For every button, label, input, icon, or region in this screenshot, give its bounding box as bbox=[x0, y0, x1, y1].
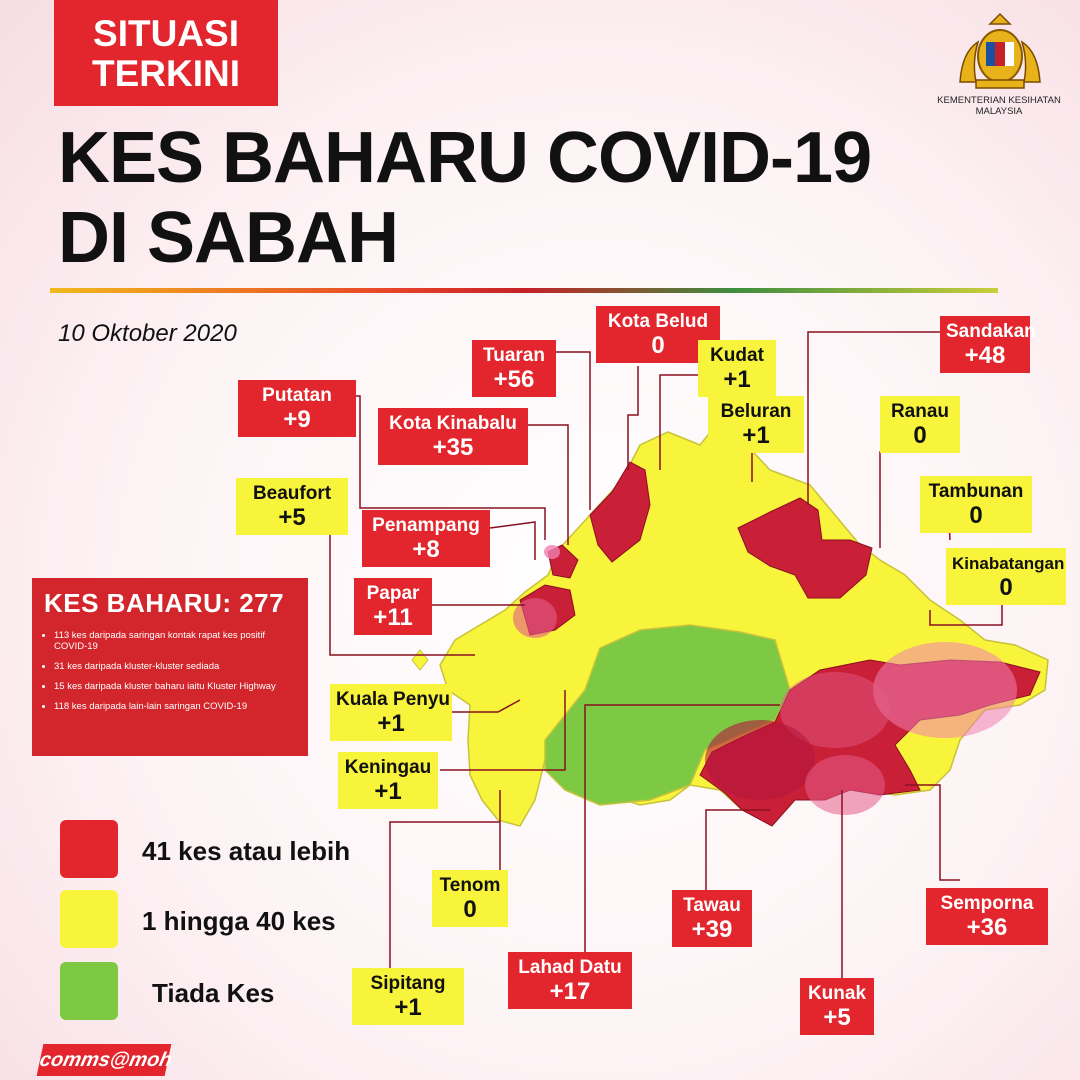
district-label-tenom bbox=[432, 870, 508, 927]
district-value: +36 bbox=[966, 914, 1008, 941]
district-label-ranau bbox=[880, 396, 960, 453]
district-value: +1 bbox=[394, 994, 422, 1021]
district-label-penampang bbox=[362, 510, 490, 567]
legend-label-yellow: 1 hingga 40 kes bbox=[142, 906, 336, 936]
legend-swatch-green bbox=[60, 962, 118, 1020]
district-label-keningau bbox=[338, 752, 438, 809]
case-breakdown-item: • 118 kes daripada lain-lain saringan COVID-19 bbox=[54, 701, 300, 712]
district-name: Tawau bbox=[683, 895, 741, 916]
case-breakdown-item: • 15 kes daripada kluster baharu iaitu Kluster Highway bbox=[54, 681, 300, 692]
district-name: Kunak bbox=[807, 983, 867, 1004]
district-value: +1 bbox=[742, 422, 770, 449]
new-cases-total: KES BAHARU: 277 bbox=[44, 588, 285, 618]
district-value: +56 bbox=[493, 366, 535, 393]
district-label-kuala-penyu bbox=[330, 684, 452, 741]
district-value: +8 bbox=[412, 536, 440, 563]
badge-line-1: SITUASI bbox=[93, 13, 239, 54]
title-line-2: DI SABAH bbox=[58, 198, 399, 278]
district-name: Beaufort bbox=[252, 483, 332, 504]
district-name: Ranau bbox=[890, 401, 950, 422]
district-value: +39 bbox=[691, 916, 733, 943]
district-label-tambunan bbox=[920, 476, 1032, 533]
district-label-papar bbox=[354, 578, 432, 635]
legend-label-green: Tiada Kes bbox=[152, 978, 275, 1008]
district-value: +17 bbox=[549, 978, 591, 1005]
district-name: Sipitang bbox=[370, 973, 446, 994]
district-value: 0 bbox=[999, 574, 1013, 601]
district-label-tawau bbox=[672, 890, 752, 947]
district-value: +5 bbox=[823, 1004, 851, 1031]
district-label-kudat bbox=[698, 340, 776, 397]
district-value: +1 bbox=[723, 366, 751, 393]
district-label-semporna bbox=[926, 888, 1048, 945]
district-name: Putatan bbox=[262, 385, 332, 406]
district-name: Tambunan bbox=[928, 481, 1024, 502]
legend-swatch-red bbox=[60, 820, 118, 878]
case-breakdown-list bbox=[40, 630, 300, 712]
district-value: +1 bbox=[377, 710, 405, 737]
district-name: Kinabatangan bbox=[952, 554, 1065, 573]
district-label-tuaran bbox=[472, 340, 556, 397]
ministry-line-2: MALAYSIA bbox=[975, 106, 1023, 117]
district-name: Keningau bbox=[344, 757, 432, 778]
district-value: +1 bbox=[374, 778, 402, 805]
district-name: Semporna bbox=[940, 893, 1034, 914]
district-value: +11 bbox=[373, 604, 413, 631]
district-label-putatan bbox=[238, 380, 356, 437]
comms-handle: comms@moh bbox=[37, 1044, 172, 1076]
district-name: Kota Kinabalu bbox=[389, 413, 517, 434]
district-name: Lahad Datu bbox=[518, 957, 622, 978]
ministry-line-1: KEMENTERIAN KESIHATAN bbox=[937, 95, 1061, 106]
district-name: Tenom bbox=[439, 875, 501, 896]
district-name: Beluran bbox=[720, 401, 792, 422]
district-label-kunak bbox=[800, 978, 874, 1035]
district-label-sandakan bbox=[940, 316, 1036, 373]
district-name: Papar bbox=[366, 583, 420, 604]
district-label-lahad-datu bbox=[508, 952, 632, 1009]
district-name: Sandakan bbox=[946, 321, 1036, 342]
legend-label-red: 41 kes atau lebih bbox=[142, 836, 351, 866]
report-date: 10 Oktober 2020 bbox=[58, 320, 237, 347]
badge-line-2: TERKINI bbox=[92, 53, 240, 94]
district-label-beluran bbox=[708, 396, 804, 453]
district-value: 0 bbox=[651, 332, 665, 359]
case-breakdown-item: • 31 kes daripada kluster-kluster sediada bbox=[54, 661, 300, 672]
district-name: Tuaran bbox=[483, 345, 545, 366]
district-label-kinabatangan bbox=[946, 548, 1066, 605]
legend-swatch-yellow bbox=[60, 890, 118, 948]
district-value: +35 bbox=[432, 434, 474, 461]
new-cases-summary bbox=[32, 578, 308, 756]
district-label-kota-kinabalu bbox=[378, 408, 528, 465]
district-name: Kuala Penyu bbox=[336, 689, 451, 710]
district-label-beaufort bbox=[236, 478, 348, 535]
district-name: Kota Belud bbox=[607, 311, 709, 332]
district-value: 0 bbox=[969, 502, 983, 529]
district-value: 0 bbox=[463, 896, 477, 923]
district-name: Penampang bbox=[372, 515, 480, 536]
district-name: Kudat bbox=[710, 345, 764, 366]
island-labuan bbox=[412, 650, 428, 670]
district-value: 0 bbox=[913, 422, 927, 449]
title-line-1: KES BAHARU COVID-19 bbox=[58, 118, 872, 198]
district-value: +9 bbox=[283, 406, 311, 433]
district-value: +48 bbox=[964, 342, 1006, 369]
district-value: +5 bbox=[278, 504, 306, 531]
case-breakdown-item: • 113 kes daripada saringan kontak rapat kes positif COVID-19 bbox=[54, 630, 300, 652]
district-label-sipitang bbox=[352, 968, 464, 1025]
